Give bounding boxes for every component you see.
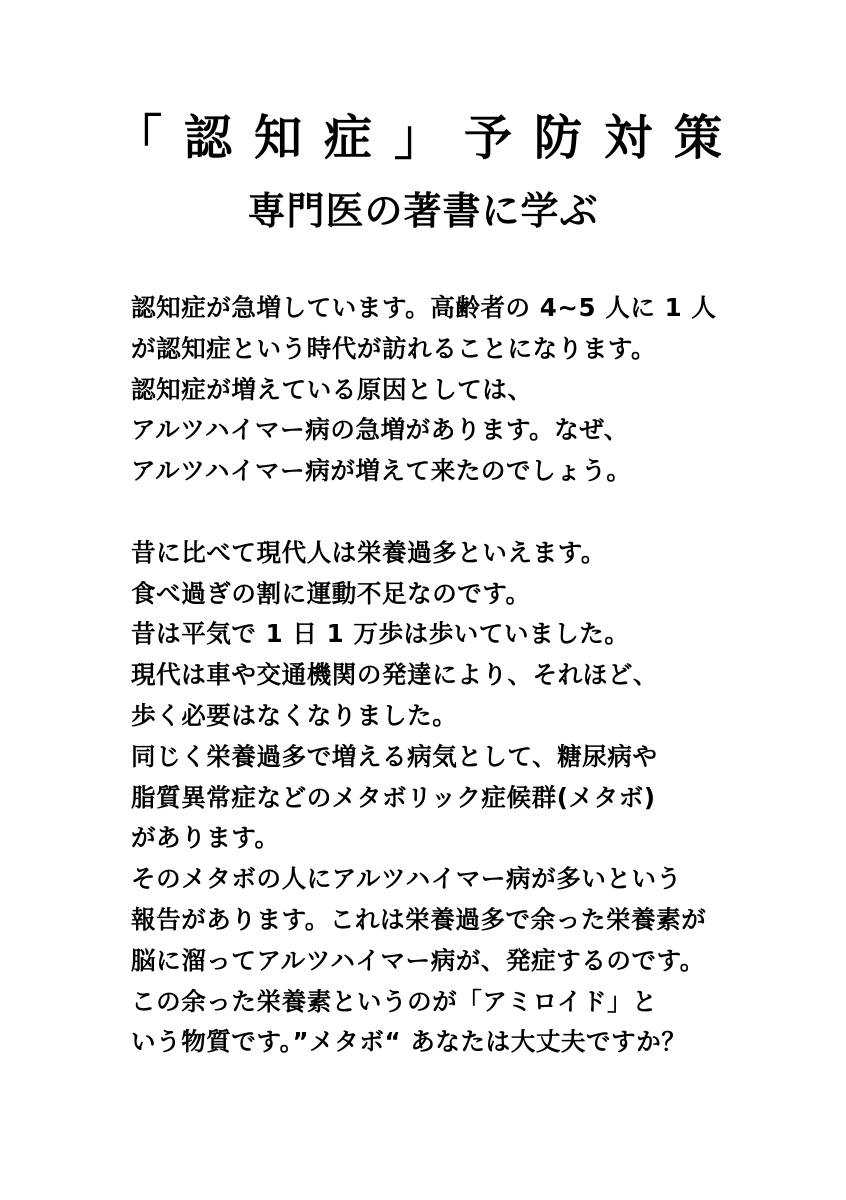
text-line: があります。 — [131, 823, 280, 853]
text-line: いう物質です。”メタボ“ あなたは大丈夫ですか？ — [131, 1027, 687, 1057]
page-title: 「認知症」予防対策 — [113, 110, 744, 166]
text-line: アルツハイマー病が増えて来たのでしょう。 — [131, 456, 632, 486]
body-text — [131, 288, 821, 1063]
text-line: 昔に比べて現代人は栄養過多といえます。 — [131, 537, 606, 567]
text-line: 食べ過ぎの割に運動不足なのです。 — [131, 578, 531, 608]
text-line: 昔は平気で 1 日 1 万歩は歩いていました。 — [131, 619, 630, 649]
paragraph-gap — [131, 492, 821, 533]
text-line: 脳に溜ってアルツハイマー病が、発症するのです。 — [131, 945, 705, 975]
text-line: 認知症が増えている原因としては、 — [131, 374, 533, 404]
text-line: 現代は車や交通機関の発達により、それほど、 — [131, 660, 659, 690]
text-line: 脂質異常症などのメタボリック症候群(メタボ) — [131, 782, 656, 812]
text-line: 認知症が急増しています。高齢者の 4~5 人に 1 人 — [131, 293, 717, 322]
text-line: 報告があります。これは栄養過多で余った栄養素が — [131, 904, 707, 934]
text-line: アルツハイマー病の急増があります。なぜ、 — [131, 415, 629, 445]
text-line: この余った栄養素というのが「アミロイド」と — [131, 986, 658, 1016]
page-subtitle: 専門医の著書に学ぶ — [247, 189, 599, 233]
paragraph-1 — [131, 288, 821, 492]
text-line: が認知症という時代が訪れることになります。 — [131, 333, 657, 363]
text-line: 同じく栄養過多で増える病気として、糖尿病や — [131, 741, 658, 771]
text-line: 歩く必要はなくなりました。 — [131, 700, 458, 730]
text-line: そのメタボの人にアルツハイマー病が多いという — [131, 864, 682, 894]
paragraph-2 — [131, 533, 821, 1063]
